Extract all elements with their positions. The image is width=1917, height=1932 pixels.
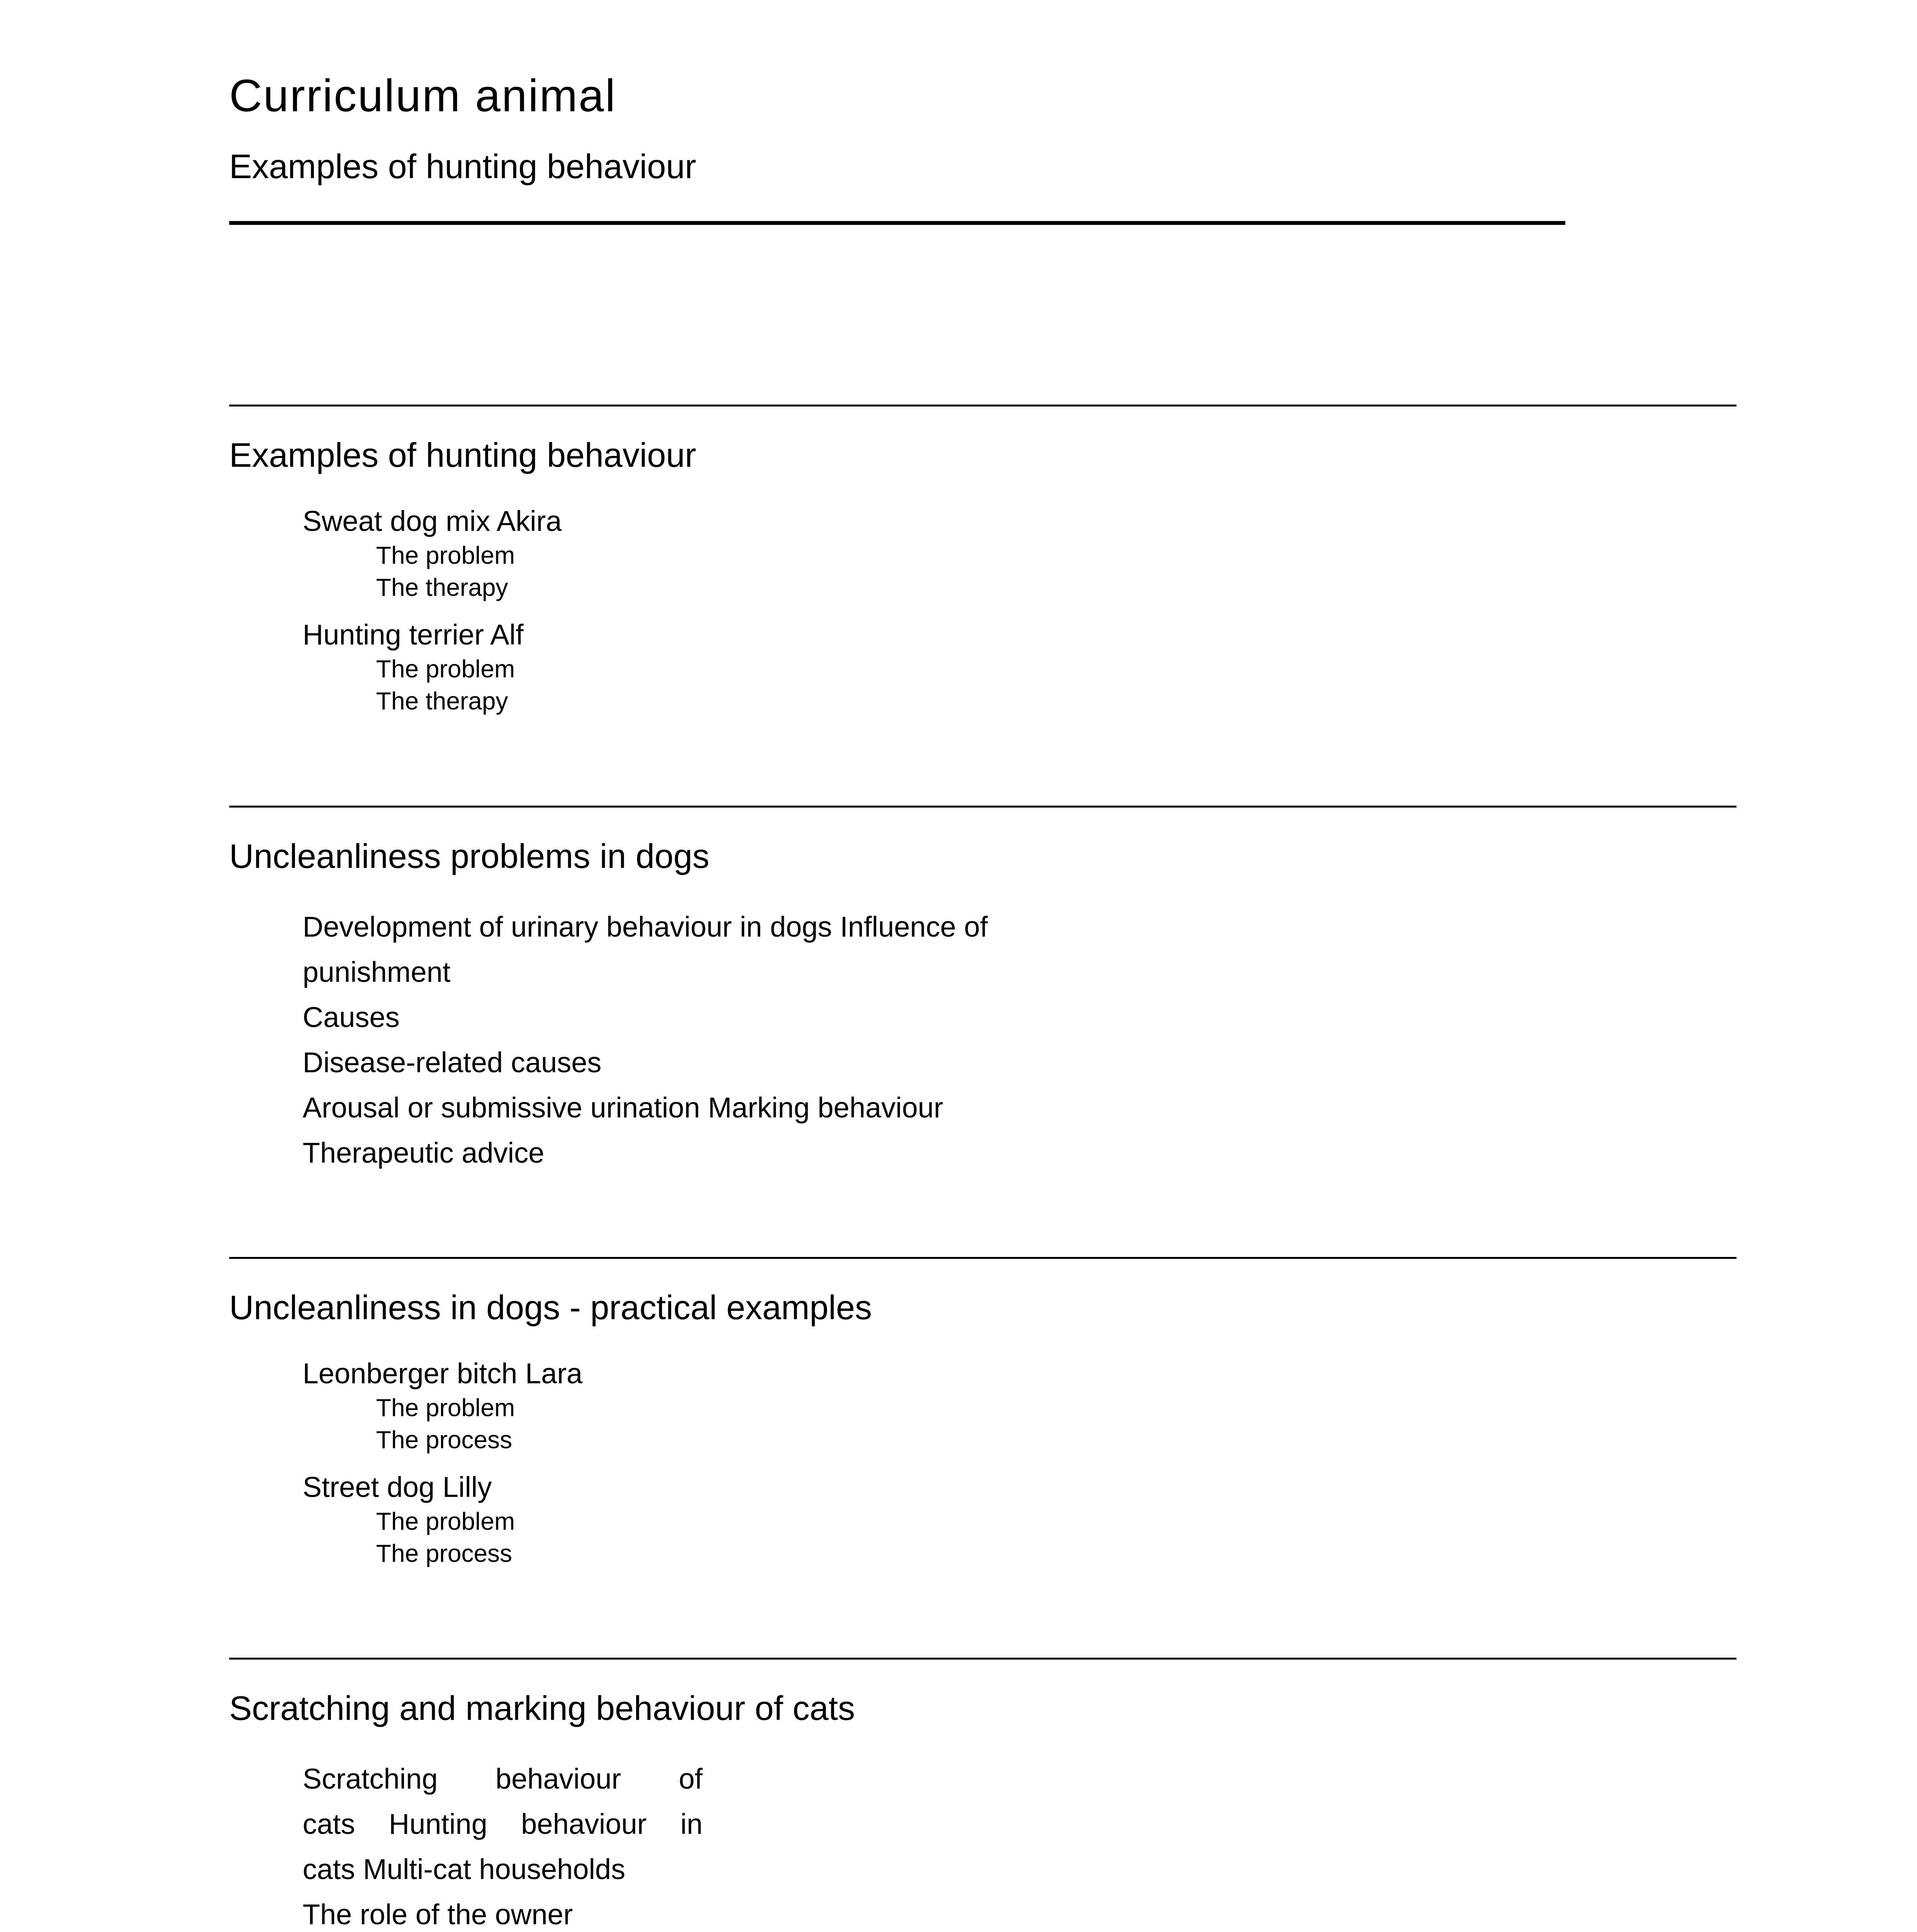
topic-line <box>303 1801 703 1847</box>
case-subitem: The process <box>376 1426 512 1454</box>
case-group <box>303 617 562 717</box>
section-body <box>303 904 988 1175</box>
topic-line: Causes <box>303 1001 400 1033</box>
section-body <box>303 1355 582 1583</box>
topic-line: Arousal or submissive urination Marking behaviour <box>303 1092 943 1124</box>
word: Hunting <box>388 1808 487 1840</box>
word: cats <box>303 1808 355 1840</box>
word: of <box>679 1763 703 1795</box>
topic-line: punishment <box>303 956 451 988</box>
word: behaviour <box>495 1763 621 1795</box>
case-subitem: The problem <box>376 655 515 683</box>
case-subitem: The problem <box>376 1394 515 1422</box>
word: in <box>680 1808 703 1840</box>
topic-line <box>303 1847 703 1892</box>
section-divider <box>229 806 1737 808</box>
case-subitem: The therapy <box>376 573 508 601</box>
section-body <box>303 1756 703 1932</box>
case-subitem: The problem <box>376 1507 515 1535</box>
page-subtitle: Examples of hunting behaviour <box>229 147 696 185</box>
section-heading: Examples of hunting behaviour <box>229 436 696 474</box>
section-heading: Scratching and marking behaviour of cats <box>229 1689 855 1727</box>
topic-line: Disease-related causes <box>303 1046 602 1078</box>
topic-line: Development of urinary behaviour in dogs Influence of <box>303 911 988 943</box>
section-divider <box>229 1658 1737 1660</box>
section-divider <box>229 405 1737 406</box>
case-subitem: The problem <box>376 541 515 569</box>
section-heading: Uncleanliness in dogs - practical examples <box>229 1288 872 1327</box>
page-title: Curriculum animal <box>229 70 616 121</box>
case-title: Leonberger bitch Lara <box>303 1357 583 1389</box>
case-group <box>303 503 562 604</box>
case-title: Street dog Lilly <box>303 1471 492 1503</box>
section-body <box>303 503 562 730</box>
case-group <box>303 1355 582 1456</box>
section-heading: Uncleanliness problems in dogs <box>229 837 710 875</box>
case-subitem: The therapy <box>376 687 508 715</box>
topic-line <box>303 1892 703 1932</box>
word: cats Multi-cat households <box>303 1853 625 1885</box>
case-group <box>303 1469 582 1570</box>
header-divider <box>229 221 1565 225</box>
topic-line <box>303 1756 703 1801</box>
word: The role of the owner <box>303 1898 573 1930</box>
topic-line: Therapeutic advice <box>303 1137 545 1169</box>
word: behaviour <box>521 1808 647 1840</box>
section-divider <box>229 1257 1737 1259</box>
case-title: Sweat dog mix Akira <box>303 505 562 537</box>
word: Scratching <box>303 1763 438 1795</box>
case-title: Hunting terrier Alf <box>303 619 524 651</box>
case-subitem: The process <box>376 1539 512 1567</box>
